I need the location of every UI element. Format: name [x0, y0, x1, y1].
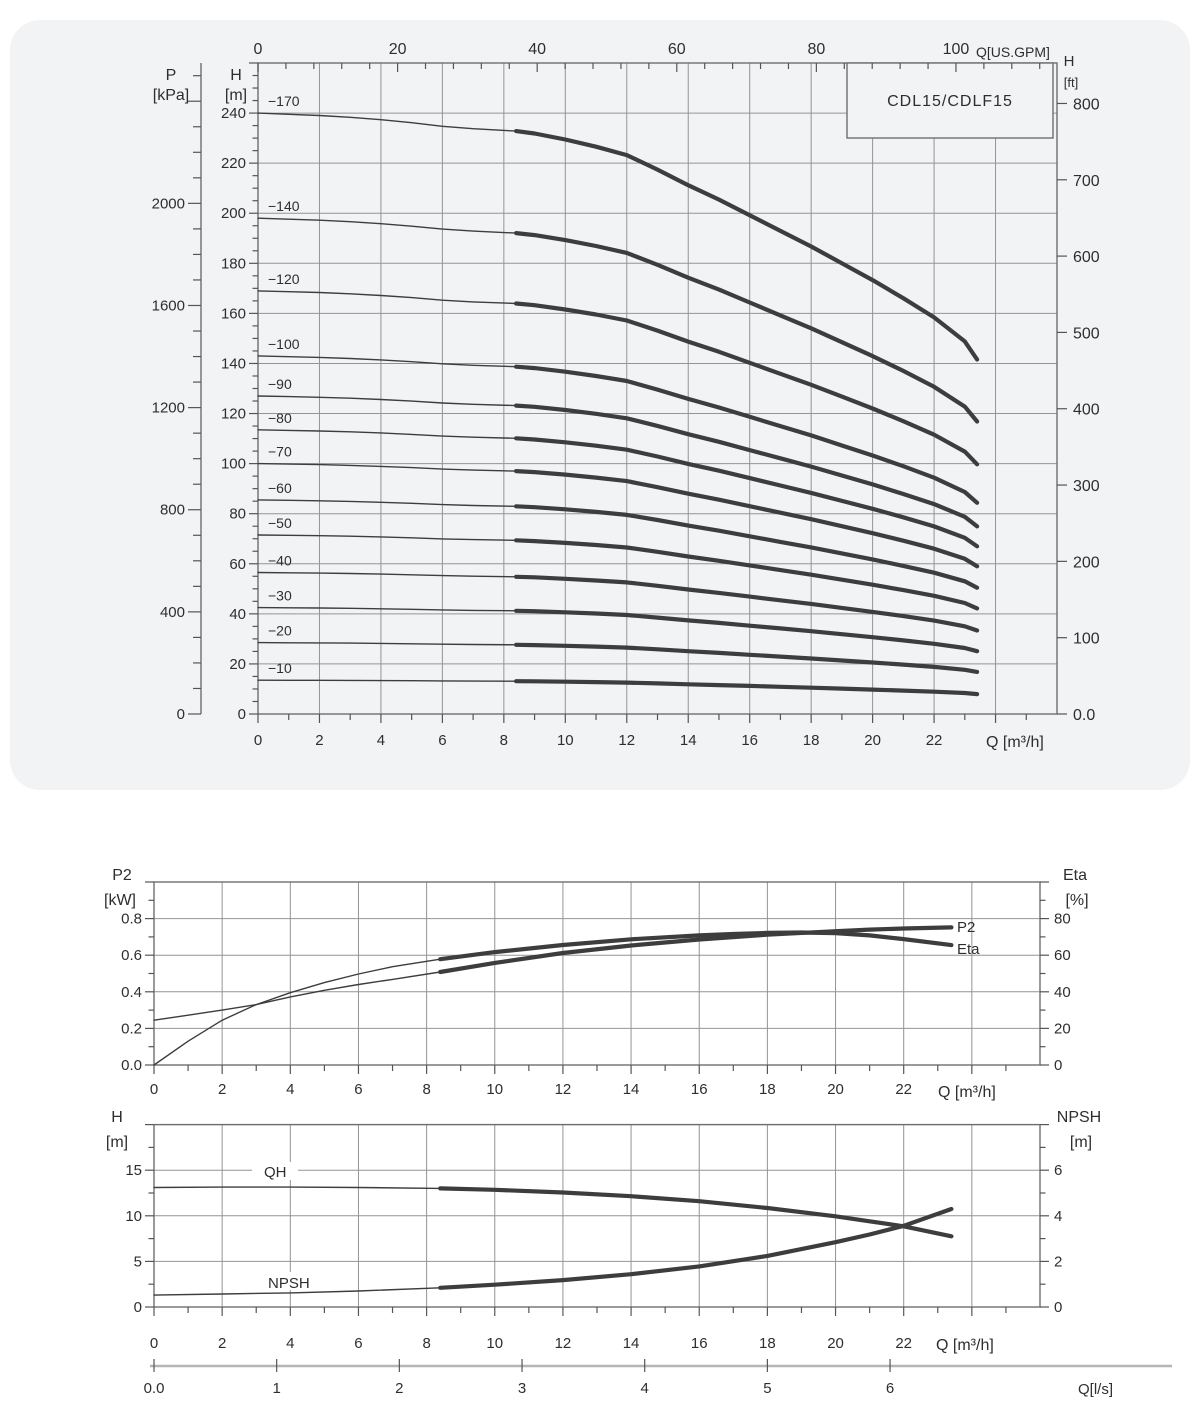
ls-tick-label: 5 [763, 1380, 772, 1397]
mid-xtick-label: 4 [286, 1081, 295, 1098]
ls-tick-label: 2 [395, 1380, 404, 1397]
mid-frame [154, 882, 1040, 1065]
bot-xtick-label: 16 [690, 1335, 708, 1352]
stage-curve-label: −80 [268, 409, 292, 426]
bottom-flow-axis-label: Q [m³/h] [936, 1337, 994, 1354]
mid-xtick-label: 18 [759, 1081, 776, 1098]
mid-xtick-label: 14 [622, 1081, 640, 1098]
npsh-axis-unit: [m] [1069, 1134, 1093, 1151]
bot-xtick-label: 22 [895, 1335, 913, 1352]
top-head-ytick-label: 140 [220, 355, 246, 373]
bot-right-rtick-label: 2 [1054, 1253, 1063, 1271]
mid-xtick-label: 2 [217, 1081, 227, 1098]
product-title: CDL15/CDLF15 [887, 93, 1013, 110]
top-xtick-label: 14 [679, 732, 697, 749]
stage-curve-label: −140 [268, 198, 300, 215]
top-head-ytick-label: 120 [220, 405, 246, 423]
bot-xtick-label: 12 [554, 1335, 572, 1352]
bot-left-ytick-label: 5 [133, 1253, 142, 1271]
feet-tick-label: 400 [1073, 401, 1100, 419]
top-head-ytick-label: 220 [220, 155, 246, 173]
bot-right-rtick-label: 4 [1054, 1207, 1063, 1225]
mid-left-ytick-label: 0.8 [121, 910, 142, 928]
stage-curve-label: −100 [268, 335, 300, 352]
p2-curve-thin [154, 972, 440, 1020]
top-xtick-label: 16 [741, 732, 759, 749]
mid-xtick-label: 6 [354, 1081, 363, 1098]
gpm-tick-label: 20 [388, 41, 407, 58]
top-head-ytick-label: 60 [229, 555, 246, 573]
top-xtick-label: 4 [376, 732, 386, 749]
pressure-axis-title: P [165, 67, 177, 84]
top-xtick-label: 10 [556, 732, 574, 749]
top-head-ytick-label: 80 [229, 505, 246, 523]
mid-right-rtick-label: 40 [1054, 983, 1071, 1001]
top-head-ytick-label: 240 [220, 105, 246, 123]
stage-curve-label: −120 [268, 270, 300, 287]
power-axis-title: P2 [112, 867, 132, 884]
top-head-ytick-label: 180 [220, 255, 246, 273]
bot-xtick-label: 6 [354, 1335, 363, 1352]
bot-xtick-label: 4 [286, 1335, 295, 1352]
top-xtick-label: 0 [253, 732, 263, 749]
ls-tick-label: 3 [517, 1380, 527, 1397]
mid-left-ytick-label: 0.0 [121, 1057, 142, 1074]
mid-left-ytick-label: 0.6 [121, 947, 142, 965]
gpm-tick-label: 40 [528, 41, 547, 58]
mid-xtick-label: 0 [149, 1081, 159, 1098]
top-xtick-label: 18 [802, 732, 820, 749]
pressure-tick-label: 2000 [151, 195, 185, 213]
mid-right-rtick-label: 80 [1054, 910, 1071, 928]
feet-tick-label: 500 [1073, 325, 1100, 343]
head-axis-unit: [m] [224, 87, 248, 104]
mid-xtick-label: 20 [827, 1081, 844, 1098]
qh-axis-title: H [111, 1109, 123, 1126]
pressure-tick-label: 800 [159, 501, 185, 519]
stage-curve-label: −10 [268, 660, 292, 677]
mid-left-ytick-label: 0.2 [121, 1020, 142, 1038]
pressure-tick-label: 400 [159, 603, 185, 621]
feet-tick-label: 800 [1073, 96, 1100, 114]
npsh-axis-title: NPSH [1056, 1109, 1102, 1126]
mid-xtick-label: 8 [422, 1081, 431, 1098]
eta-axis-unit: [%] [1065, 892, 1089, 909]
ls-tick-label: 1 [272, 1380, 281, 1397]
top-head-ytick-label: 0 [237, 706, 246, 723]
ls-tick-label: 6 [885, 1380, 895, 1397]
stage-curve-label: −60 [268, 479, 292, 496]
bot-xtick-label: 2 [217, 1335, 227, 1352]
bot-xtick-label: 20 [827, 1335, 844, 1352]
top-head-ytick-label: 40 [229, 605, 246, 623]
feet-tick-label: 0.0 [1073, 707, 1096, 724]
qh-axis-unit: [m] [105, 1134, 129, 1151]
top-xtick-label: 22 [925, 732, 943, 749]
bot-xtick-label: 0 [149, 1335, 159, 1352]
p2-curve-label: P2 [957, 919, 976, 936]
qh-curve-thick [440, 1188, 951, 1236]
gpm-tick-label: 0 [253, 41, 263, 58]
feet-axis-unit: [ft] [1063, 75, 1079, 90]
pressure-axis-unit: [kPa] [152, 87, 190, 104]
top-flow-axis-label: Q [m³/h] [986, 734, 1044, 751]
bot-left-ytick-label: 0 [133, 1299, 142, 1316]
stage-curve-label: −170 [268, 93, 300, 110]
mid-right-rtick-label: 0 [1054, 1057, 1063, 1074]
bot-xtick-label: 14 [622, 1335, 640, 1352]
pressure-tick-label: 1200 [151, 399, 185, 417]
mid-left-ytick-label: 0.4 [121, 983, 142, 1001]
gpm-axis-label: Q[US.GPM] [976, 44, 1050, 60]
gpm-tick-label: 80 [807, 41, 826, 58]
top-xtick-label: 2 [315, 732, 324, 749]
top-head-ytick-label: 100 [220, 455, 246, 473]
feet-tick-label: 100 [1073, 630, 1100, 648]
feet-tick-label: 200 [1073, 554, 1100, 572]
mid-xtick-label: 16 [690, 1081, 708, 1098]
qh-curve-thin [154, 1187, 440, 1188]
stage-curve-label: −70 [268, 443, 292, 460]
gpm-tick-label: 60 [667, 41, 686, 58]
mid-xtick-label: 12 [554, 1081, 572, 1098]
top-head-ytick-label: 200 [220, 205, 246, 223]
pressure-tick-label: 1600 [151, 297, 185, 315]
top-xtick-label: 6 [438, 732, 447, 749]
bot-xtick-label: 18 [759, 1335, 776, 1352]
eta-axis-title: Eta [1062, 867, 1088, 884]
ls-axis-label: Q[l/s] [1078, 1381, 1114, 1398]
mid-xtick-label: 10 [486, 1081, 504, 1098]
bot-xtick-label: 8 [422, 1335, 431, 1352]
gpm-tick-label: 100 [942, 41, 970, 58]
stage-curve-label: −30 [268, 587, 292, 604]
npsh-curve-label: NPSH [268, 1275, 310, 1292]
top-xtick-label: 12 [618, 732, 636, 749]
stage-curve-label: −20 [268, 622, 292, 639]
bot-left-ytick-label: 15 [125, 1162, 142, 1180]
mid-right-rtick-label: 20 [1054, 1020, 1071, 1038]
top-head-ytick-label: 20 [229, 655, 246, 673]
stage-curve-label: −50 [268, 514, 292, 531]
feet-tick-label: 300 [1073, 478, 1100, 496]
top-xtick-label: 8 [499, 732, 509, 749]
pressure-tick-label: 0 [176, 706, 185, 723]
bot-right-rtick-label: 0 [1054, 1299, 1063, 1316]
power-axis-unit: [kW] [104, 892, 136, 909]
feet-tick-label: 600 [1073, 249, 1100, 267]
bot-left-ytick-label: 10 [125, 1207, 142, 1225]
top-xtick-label: 20 [864, 732, 881, 749]
head-axis-title: H [230, 67, 242, 84]
stage-curve-label: −90 [268, 376, 292, 393]
mid-xtick-label: 22 [895, 1081, 913, 1098]
eta-curve-thin [154, 959, 440, 1065]
stage-curve-label: −40 [268, 552, 292, 569]
eta-curve-label: Eta [957, 941, 980, 958]
mid-flow-axis-label: Q [m³/h] [938, 1084, 996, 1101]
feet-axis-title: H [1063, 53, 1075, 70]
bot-xtick-label: 10 [486, 1335, 504, 1352]
bot-right-rtick-label: 6 [1054, 1162, 1063, 1180]
qh-curve-label: QH [264, 1164, 287, 1181]
ls-tick-label: 4 [640, 1380, 649, 1397]
feet-tick-label: 700 [1073, 172, 1100, 190]
ls-tick-label: 0.0 [143, 1380, 165, 1397]
top-head-ytick-label: 160 [220, 305, 246, 323]
mid-right-rtick-label: 60 [1054, 947, 1071, 965]
